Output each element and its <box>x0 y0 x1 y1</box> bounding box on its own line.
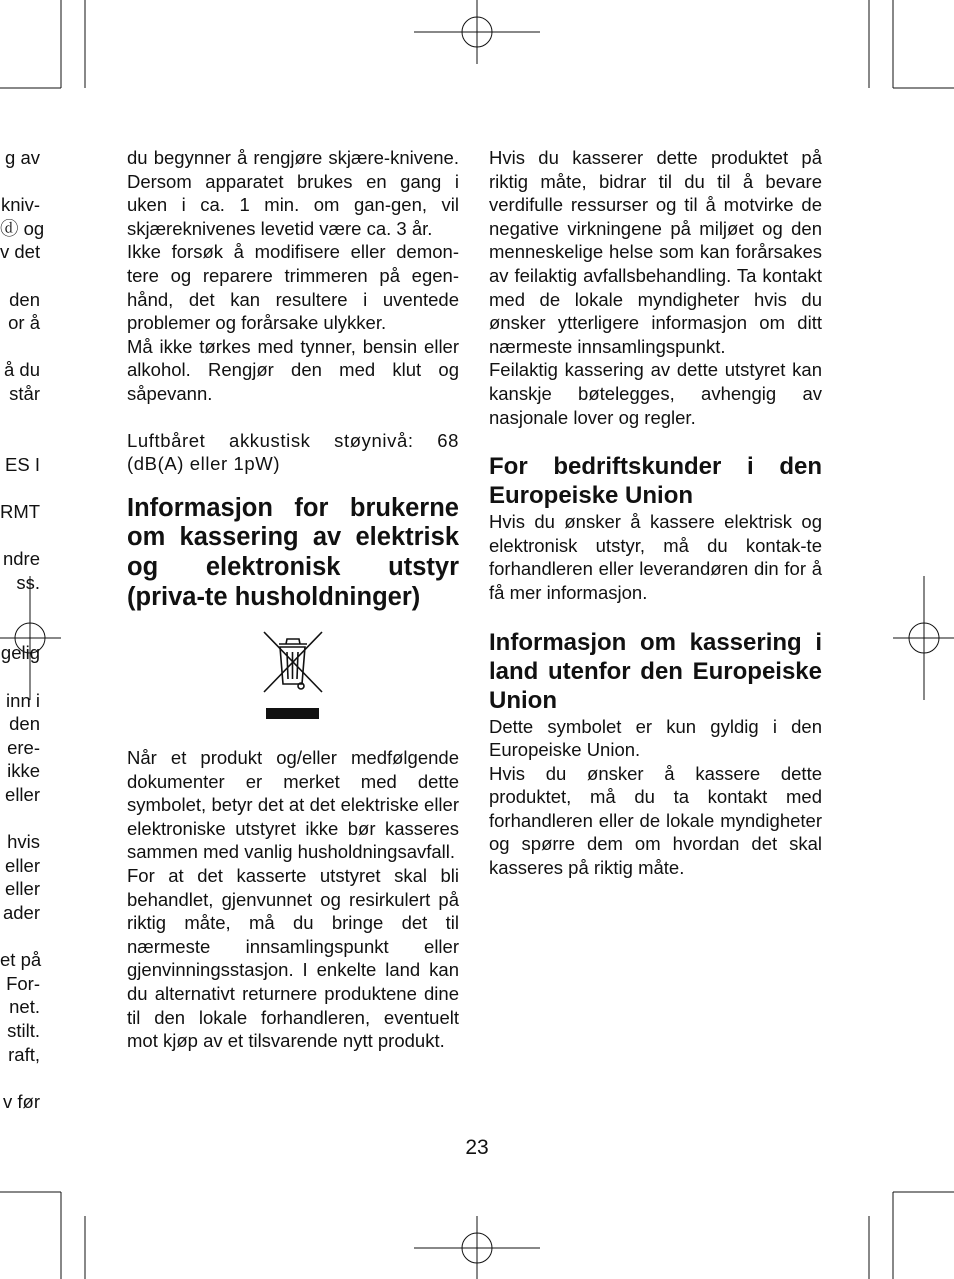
margin-fragment <box>0 594 40 618</box>
margin-fragment: ndre <box>2 548 40 570</box>
margin-fragment: ss. <box>16 571 40 593</box>
margin-fragment <box>0 264 40 288</box>
margin-fragment: g av <box>5 147 40 168</box>
weee-symbol <box>127 628 459 738</box>
margin-fragment <box>0 406 40 430</box>
margin-fragment <box>0 665 40 689</box>
paragraph: Når et produkt og/eller medfølgende dokumenter er merket med dette symbolet, betyr det at det elektriske eller elektroniske utstyret ikke bør kasseres sammen med vanlig husholdningsavfall. <box>127 747 459 863</box>
margin-fragment <box>0 335 40 359</box>
margin-fragment: ikke <box>7 760 40 782</box>
margin-fragment <box>0 524 40 548</box>
margin-fragment <box>0 1066 40 1090</box>
margin-fragment: et på <box>0 949 42 971</box>
margin-fragment: ader <box>2 902 40 923</box>
margin-fragment: ES I <box>5 453 40 475</box>
crossed-out-wheelie-bin-icon <box>260 628 326 720</box>
margin-fragment: står <box>9 382 40 404</box>
margin-fragment <box>0 170 40 194</box>
margin-fragment: inn i <box>6 689 40 711</box>
margin-fragment: eller <box>5 784 40 806</box>
paragraph: Dette symbolet er kun gyldig i den Europeiske Union. <box>489 715 822 761</box>
paragraph: Hvis du ønsker å kassere elektrisk og elektronisk utstyr, må du kontak-te forhandleren eller leverandøren din for å få mer informasjon. <box>489 511 822 603</box>
paragraph: Må ikke tørkes med tynner, bensin eller alkohol. Rengjør den med klut og såpevann. <box>127 335 459 404</box>
margin-fragment: raft, <box>8 1043 40 1065</box>
section-heading: For bedriftskunder i den Europeiske Union <box>489 453 822 510</box>
margin-fragment: For- <box>6 972 40 994</box>
left-margin-fragments <box>0 146 45 1113</box>
margin-fragment <box>0 807 40 831</box>
noise-level-paragraph: Luftbåret akkustisk støynivå: 68 (dB(A) eller 1pW) <box>127 429 459 475</box>
paragraph: Ikke forsøk å modifisere eller demon-tere og reparere trimmeren på egen-hånd, det kan resultere i uventede problemer og forårsake ulykker. <box>127 241 459 334</box>
margin-fragment: net. <box>9 996 40 1018</box>
paragraph: du begynner å rengjøre skjære-knivene. Dersom apparatet brukes en gang i uken i ca. 1 min. om gan-gen, vil skjæreknivenes levetid være ca. 3 år. <box>127 147 459 239</box>
left-column <box>127 146 459 1053</box>
section-heading: Informasjon for brukerne om kassering av elektrisk og elektronisk utstyr (priva-te husholdninger) <box>127 493 459 611</box>
margin-fragment: å du <box>3 359 40 381</box>
paragraph: For at det kasserte utstyret skal bli behandlet, gjenvunnet og resirkulert på riktig måte, må du bringe det til nærmeste innsamlingspunkt eller gjenvinningsstasjon. I enkelte land kan du alternativt returnere produktene dine til den lokale forhandleren, eventuelt mot kjøp av et tilsvarende nytt produkt. <box>127 865 459 1052</box>
margin-fragment: or å <box>8 312 40 334</box>
paragraph: Hvis du ønsker å kassere dette produktet, må du ta kontakt med forhandleren eller de lokale myndigheter og spørre dem om hvordan det skal kasseres på riktig måte. <box>489 762 822 879</box>
margin-fragment: gelig <box>0 642 40 664</box>
margin-fragment: ⓓ og <box>0 217 45 239</box>
margin-fragment: kniv- <box>0 194 40 216</box>
margin-fragment: den <box>9 288 40 310</box>
margin-fragment <box>0 925 40 949</box>
margin-fragment <box>0 429 40 453</box>
margin-fragment: eller <box>5 854 40 876</box>
margin-fragment: eller <box>5 878 40 900</box>
paragraph: Feilaktig kassering av dette utstyret kan kanskje bøtelegges, avhengig av nasjonale lover og regler. <box>489 359 822 428</box>
margin-fragment: v før <box>3 1090 40 1112</box>
margin-fragment: RMT <box>0 500 41 522</box>
margin-fragment: stilt. <box>7 1019 40 1041</box>
margin-fragment <box>0 618 40 642</box>
right-column <box>489 146 822 880</box>
margin-fragment: hvis <box>7 831 40 853</box>
section-heading: Informasjon om kassering i land utenfor den Europeiske Union <box>489 628 822 714</box>
margin-fragment <box>0 476 40 500</box>
paragraph: Hvis du kasserer dette produktet på riktig måte, bidrar til du til å bevare verdifulle ressurser og til å motvirke de negative virkningene på miljøet og den menneskelige helse som kan forårsakes av feilaktig avfallsbehandling. Ta kontakt med de lokale myndigheter hvis du ønsker ytterligere informasjon om ditt nærmeste innsamlingspunkt. <box>489 147 822 357</box>
margin-fragment: v det <box>0 241 41 263</box>
page-number: 23 <box>465 1136 489 1159</box>
margin-fragment: den <box>9 713 40 735</box>
margin-fragment: ere- <box>7 736 40 758</box>
